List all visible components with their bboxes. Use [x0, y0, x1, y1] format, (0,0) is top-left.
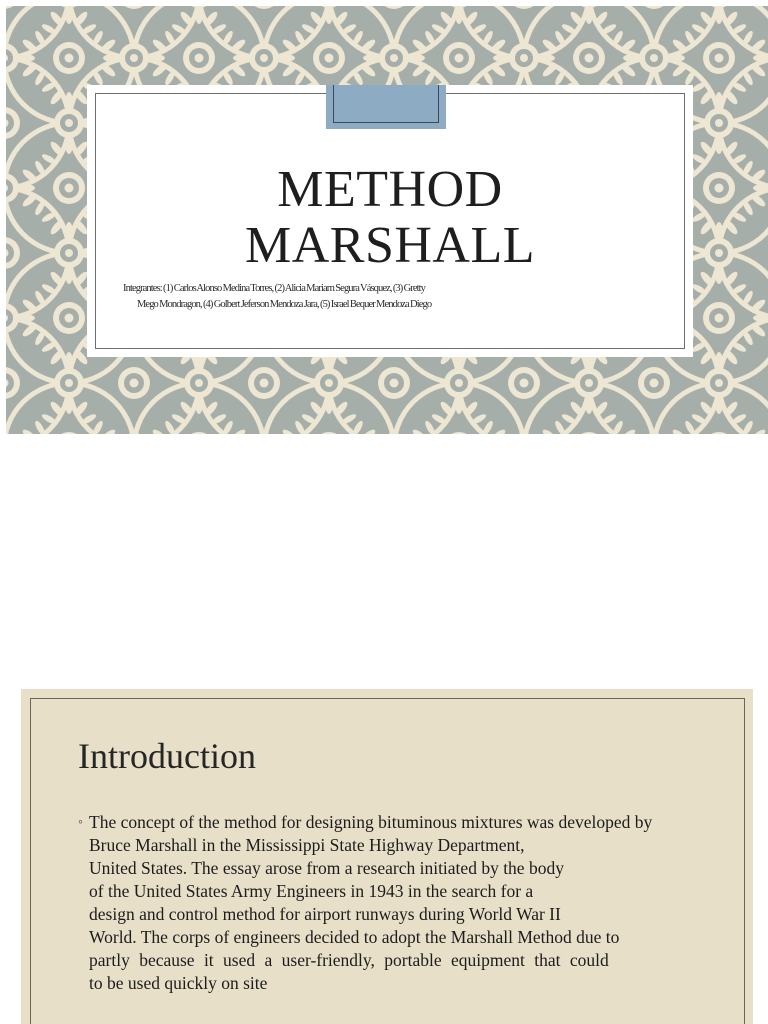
- body-line: Bruce Marshall in the Mississippi State Highway Department,: [89, 835, 525, 855]
- team-members-line-1: Integrantes: (1) Carlos Alonso Medina Torres, (2) Alicia Mariam Segura Vásquez, (3) Gretty: [123, 283, 426, 294]
- slide-title-line-2: MARSHALL: [244, 217, 536, 274]
- team-members-line-2: Mego Mondragon, (4) Golbert Jeferson Mendoza Jara, (5) Israel Bequer Mendoza Diego: [137, 299, 432, 310]
- slide-title: [87, 162, 693, 274]
- introduction-slide: [21, 689, 753, 1024]
- title-slide: [6, 6, 768, 434]
- team-members: [123, 281, 503, 313]
- body-line: design and control method for airport runways during World War II: [89, 904, 561, 924]
- body-line: of the United States Army Engineers in 1943 in the search for a: [89, 881, 534, 901]
- body-line: United States. The essay arose from a research initiated by the body: [89, 858, 564, 878]
- title-card-tab: [326, 85, 446, 129]
- body-line: to be used quickly on site: [89, 973, 268, 993]
- title-card: [87, 85, 693, 357]
- body-line: World. The corps of engineers decided to adopt the Marshall Method due to: [89, 927, 620, 947]
- introduction-body: [78, 811, 718, 995]
- body-line: partly because it used a user-friendly, portable equipment that could: [89, 950, 609, 970]
- bullet-marker: ◦: [78, 815, 83, 830]
- introduction-heading: Introduction: [78, 736, 256, 776]
- slide-title-line-1: METHOD: [277, 161, 503, 218]
- body-line: The concept of the method for designing bituminous mixtures was developed by: [89, 812, 653, 832]
- title-card-tab-border: [333, 85, 439, 123]
